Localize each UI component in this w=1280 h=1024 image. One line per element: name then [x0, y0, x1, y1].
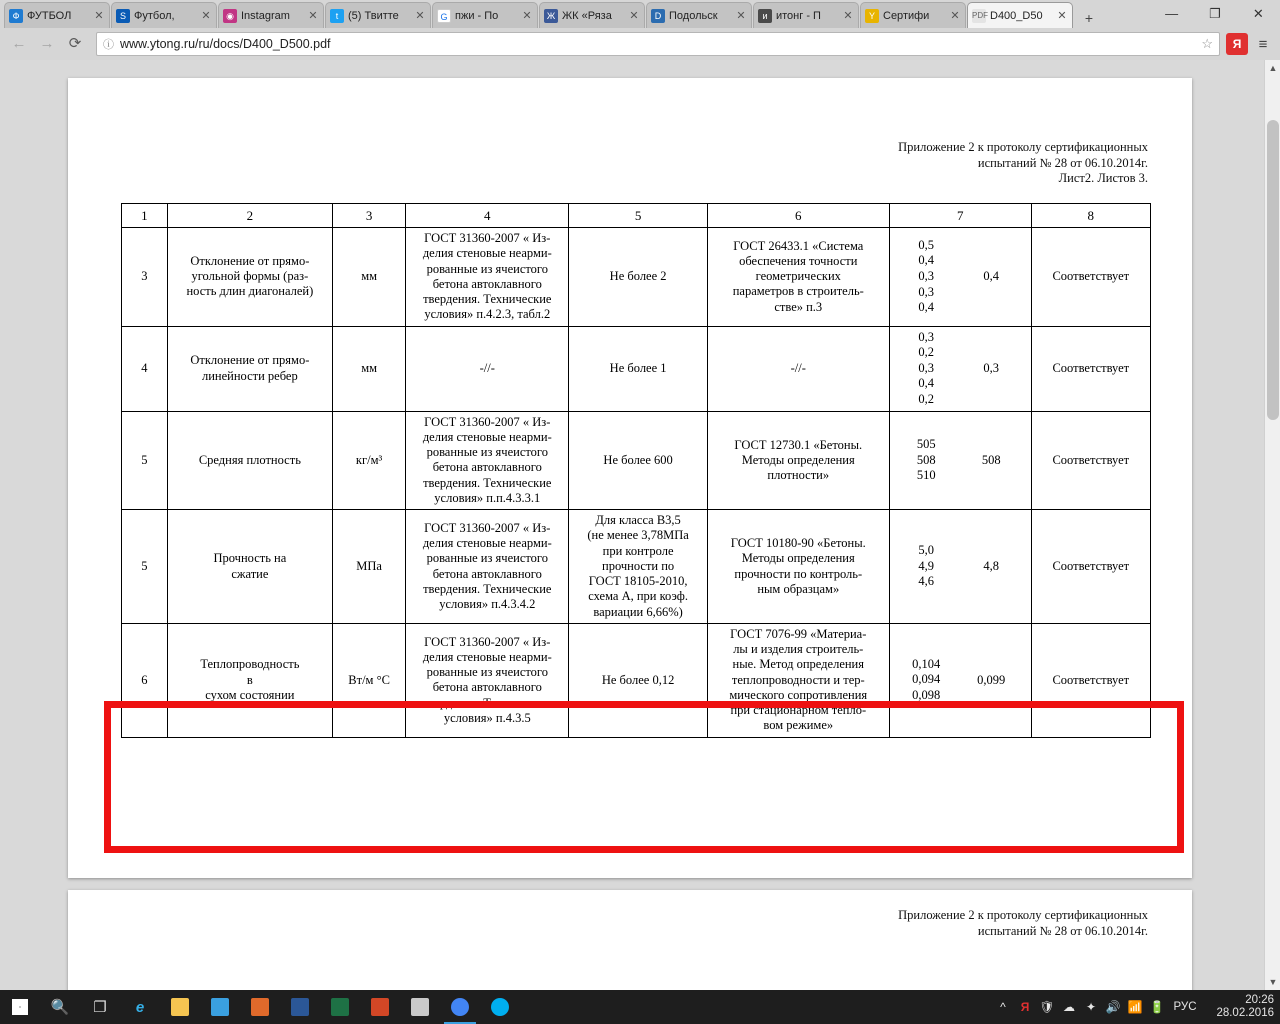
tab-close-icon[interactable]: ✕: [843, 10, 853, 22]
row-parameter-name: [167, 623, 332, 737]
text-line: сжатие: [231, 566, 269, 581]
text-line: -//-: [479, 360, 495, 375]
row-number: 3: [122, 228, 168, 327]
tab-close-icon[interactable]: ✕: [415, 10, 425, 22]
tab-favicon-icon: D: [651, 9, 665, 23]
row-requirement: [569, 228, 707, 327]
row-method: [707, 326, 889, 411]
row-standard: [406, 411, 569, 510]
text-line: Отклонение от прямо-: [190, 353, 310, 368]
scrollbar-thumb[interactable]: [1267, 120, 1279, 420]
browser-tab[interactable]: [646, 2, 752, 28]
text-line: твердения. Технические: [423, 292, 552, 306]
certification-table: [121, 203, 1151, 738]
tab-label: (5) Твитте: [348, 9, 399, 22]
tab-close-icon[interactable]: ✕: [201, 10, 211, 22]
taskbar-skype-icon[interactable]: [480, 990, 520, 1024]
tab-label: Футбол,: [134, 9, 175, 22]
text-line: прочности по: [602, 558, 675, 573]
row-number: 4: [122, 326, 168, 411]
browser-tab[interactable]: [539, 2, 645, 28]
text-line: лы и изделия строитель-: [733, 642, 864, 657]
text-line: рованные из ячеистого: [426, 665, 548, 679]
text-line: ГОСТ 7076-99 «Материа-: [730, 626, 867, 641]
row-parameter-name: [167, 228, 332, 327]
measured-values: [895, 238, 957, 316]
tab-favicon-icon: G: [437, 9, 451, 23]
language-indicator[interactable]: РУС: [1173, 1001, 1197, 1013]
network-icon[interactable]: 📶: [1127, 1000, 1143, 1014]
table-row: [122, 326, 1151, 411]
clock-time: 20:26: [1245, 993, 1274, 1006]
text-line: сухом состоянии: [205, 687, 295, 702]
forward-button[interactable]: →: [39, 35, 55, 52]
clock-date: 28.02.2016: [1216, 1007, 1274, 1019]
text-line: ным образцам»: [757, 581, 840, 596]
start-button[interactable]: [0, 990, 40, 1024]
tab-label: итонг - П: [776, 9, 821, 22]
text-line: твердения. Технические: [423, 581, 552, 596]
col-num-2: 2: [167, 204, 332, 228]
text-line: условия» п.4.2.3, табл.2: [424, 307, 551, 322]
text-line: делия стеновые неарми-: [422, 429, 552, 444]
text-line: в: [246, 672, 253, 687]
text-line: угольной формы (раз-: [191, 269, 309, 284]
tab-strip: [0, 0, 1280, 28]
scroll-down-arrow-icon[interactable]: ▼: [1265, 974, 1280, 990]
row-unit: мм: [333, 326, 406, 411]
row-measurements: [889, 623, 1031, 737]
text-line: условия» п.4.3.5: [443, 710, 531, 725]
value: 4,6: [918, 574, 935, 589]
value: 0,3: [918, 284, 935, 299]
col-num-6: 6: [707, 204, 889, 228]
text-line: условия» п.4.3.4.2: [439, 597, 536, 611]
browser-tab-active[interactable]: [967, 2, 1073, 28]
col-num-5: 5: [569, 204, 707, 228]
browser-tab[interactable]: [753, 2, 859, 28]
row-number: 6: [122, 623, 168, 737]
value: 505: [916, 436, 936, 451]
table-row: [122, 228, 1151, 327]
row-requirement: [569, 510, 707, 624]
measured-values: [895, 330, 957, 408]
text-line: при контроле: [602, 543, 674, 558]
value: 0,5: [918, 237, 935, 252]
url-text: www.ytong.ru/ru/docs/D400_D500.pdf: [120, 37, 331, 51]
text-line: (не менее 3,78МПа: [587, 528, 689, 543]
text-line: ГОСТ 12730.1 «Бетоны.: [734, 437, 863, 452]
value: 508: [916, 452, 936, 467]
value: 0,104: [912, 656, 941, 671]
text-line: мического сопротивления: [729, 687, 868, 702]
text-line: ность длин диагоналей): [186, 284, 314, 299]
tab-favicon-icon: Ж: [544, 9, 558, 23]
col-num-3: 3: [333, 204, 406, 228]
text-line: Методы определения: [741, 452, 855, 467]
address-bar[interactable]: [96, 32, 1220, 56]
text-line: линейности ребер: [202, 368, 298, 383]
text-line: Теплопроводность: [200, 657, 300, 672]
taskbar-task-view-icon[interactable]: ❐: [93, 999, 107, 1016]
document-header-next-page: [898, 908, 1148, 939]
value: 0,3: [918, 329, 935, 344]
maximize-button[interactable]: ❐: [1209, 6, 1221, 21]
close-window-button[interactable]: ✕: [1252, 6, 1264, 21]
text-line: делия стеновые неарми-: [422, 649, 552, 664]
bookmark-star-icon[interactable]: ☆: [1201, 36, 1213, 51]
taskbar-powerpoint-icon[interactable]: [360, 990, 400, 1024]
browser-toolbar: [0, 28, 1280, 60]
row-parameter-name: [167, 411, 332, 510]
browser-chrome: [0, 0, 1280, 60]
page-info-icon: ⓘ: [103, 39, 114, 51]
row-method: [707, 228, 889, 327]
browser-tab[interactable]: [111, 2, 217, 28]
text-line: обеспечения точности: [739, 253, 858, 268]
text-line: бетона автоклавного: [432, 680, 542, 695]
text-line: Прочность на: [213, 551, 287, 566]
text-line: Для класса В3,5: [595, 513, 681, 528]
taskbar-search-icon[interactable]: 🔍: [50, 999, 70, 1016]
row-parameter-name: [167, 326, 332, 411]
text-line: ГОСТ 10180-90 «Бетоны.: [730, 536, 866, 550]
row-standard: [406, 228, 569, 327]
header-line-2: испытаний № 28 от 06.10.2014г.: [977, 923, 1148, 938]
taskbar-media-player-icon[interactable]: [240, 990, 280, 1024]
text-line: рованные из ячеистого: [426, 261, 548, 276]
text-line: бетона автоклавного: [432, 566, 542, 581]
text-line: твердения. Технические: [423, 475, 552, 490]
tab-label: ФУТБОЛ: [27, 9, 72, 22]
value: 0,2: [918, 345, 935, 360]
row-unit: кг/м³: [333, 411, 406, 510]
table-row: [122, 510, 1151, 624]
taskbar-word-icon[interactable]: [280, 990, 320, 1024]
tab-close-icon[interactable]: ✕: [94, 10, 104, 22]
header-line-2: испытаний № 28 от 06.10.2014г.: [977, 155, 1148, 170]
text-line: рованные из ячеистого: [426, 551, 548, 566]
text-line: ГОСТ 31360-2007 « Из-: [424, 231, 551, 245]
col-num-4: 4: [406, 204, 569, 228]
onedrive-icon[interactable]: ☁: [1063, 1000, 1075, 1014]
value: 0,098: [912, 688, 941, 703]
browser-tab[interactable]: [860, 2, 966, 28]
tab-close-icon[interactable]: ✕: [522, 10, 532, 22]
tab-close-icon[interactable]: ✕: [950, 10, 960, 22]
average-value: 4,8: [983, 559, 1000, 573]
row-result: Соответствует: [1031, 411, 1150, 510]
average-value: 0,3: [983, 361, 1000, 376]
text-line: Не более 600: [603, 452, 673, 467]
value: 510: [916, 468, 936, 483]
col-num-8: 8: [1031, 204, 1150, 228]
row-unit: мм: [333, 228, 406, 327]
col-num-7: 7: [889, 204, 1031, 228]
text-line: делия стеновые неарми-: [422, 246, 552, 261]
browser-tab[interactable]: [325, 2, 431, 28]
measured-values: [895, 657, 957, 704]
header-line-1: Приложение 2 к протоколу сертификационных: [898, 140, 1148, 154]
text-line: теплопроводности и тер-: [731, 672, 865, 687]
pdf-page-2: [68, 78, 1192, 878]
text-line: вом режиме»: [763, 718, 834, 733]
row-requirement: [569, 411, 707, 510]
pdf-page-3: [68, 890, 1192, 990]
row-method: [707, 623, 889, 737]
reload-button[interactable]: ⟳: [68, 35, 82, 52]
tab-favicon-icon: ◉: [223, 9, 237, 23]
yandex-tray-icon[interactable]: Я: [1020, 1000, 1030, 1014]
browser-tab[interactable]: [4, 2, 110, 28]
tab-favicon-icon: Ф: [9, 9, 23, 23]
tab-favicon-icon: S: [116, 9, 130, 23]
yandex-extension-icon[interactable]: Я: [1226, 33, 1248, 55]
browser-menu-icon[interactable]: ≡: [1258, 35, 1268, 53]
row-requirement: [569, 623, 707, 737]
text-line: при стационарном тепло-: [730, 703, 867, 718]
tab-close-icon[interactable]: ✕: [736, 10, 746, 22]
tab-favicon-icon: t: [330, 9, 344, 23]
taskbar-edge-icon[interactable]: e: [135, 998, 145, 1016]
text-line: бетона автоклавного: [432, 276, 542, 291]
value: 0,3: [918, 268, 935, 283]
row-measurements: [889, 411, 1031, 510]
col-num-1: 1: [122, 204, 168, 228]
value: 0,2: [918, 392, 935, 406]
row-parameter-name: [167, 510, 332, 624]
tab-label: пжи - По: [455, 9, 499, 22]
tab-label: Подольск: [669, 9, 718, 22]
measured-values: [895, 437, 957, 484]
text-line: ГОСТ 26433.1 «Система: [733, 238, 864, 253]
row-standard: [406, 510, 569, 624]
text-line: условия» п.п.4.3.3.1: [434, 490, 541, 505]
row-measurements: [889, 326, 1031, 411]
taskbar-file-explorer-icon[interactable]: [160, 990, 200, 1024]
taskbar-clock[interactable]: [1202, 994, 1274, 1020]
row-standard: [406, 326, 569, 411]
text-line: Не более 2: [609, 269, 667, 284]
text-line: Средняя плотность: [198, 452, 301, 467]
row-result: Соответствует: [1031, 326, 1150, 411]
text-line: ные. Метод определения: [732, 657, 864, 672]
battery-icon[interactable]: 🔋: [1149, 1000, 1165, 1014]
taskbar-calculator-icon[interactable]: [400, 990, 440, 1024]
table-row-highlighted: [122, 623, 1151, 737]
system-tray: [992, 994, 1280, 1020]
browser-tab[interactable]: [218, 2, 324, 28]
row-number: 5: [122, 411, 168, 510]
text-line: ГОСТ 31360-2007 « Из-: [424, 520, 551, 535]
tab-close-icon[interactable]: ✕: [1057, 10, 1067, 22]
average-value: 508: [981, 452, 1001, 467]
tab-close-icon[interactable]: ✕: [308, 10, 318, 22]
row-measurements: [889, 510, 1031, 624]
row-number: 5: [122, 510, 168, 624]
browser-tab[interactable]: [432, 2, 538, 28]
text-line: геометрических: [755, 269, 841, 284]
tab-favicon-icon: PDF: [972, 9, 986, 23]
table-row: [122, 411, 1151, 510]
row-unit: Вт/м °С: [333, 623, 406, 737]
text-line: Не более 0,12: [601, 672, 675, 687]
header-line-3: Лист2. Листов 3.: [1058, 171, 1148, 186]
tab-label: ЖК «Ряза: [562, 9, 612, 22]
value: 4,9: [918, 558, 935, 573]
text-line: плотности»: [767, 468, 830, 482]
row-result: Соответствует: [1031, 228, 1150, 327]
document-header: [898, 140, 1148, 187]
value: 0,4: [918, 300, 935, 315]
show-hidden-icons-icon[interactable]: ^: [1000, 1000, 1006, 1014]
text-line: прочности по контроль-: [734, 566, 863, 581]
text-line: Не более 1: [609, 360, 667, 375]
minimize-button[interactable]: —: [1165, 6, 1179, 21]
row-standard: [406, 623, 569, 737]
tab-label: Сертифи: [883, 9, 930, 22]
window-controls: [1150, 0, 1280, 28]
text-line: Методы определения: [741, 551, 855, 566]
row-method: [707, 510, 889, 624]
value: 0,3: [918, 360, 935, 375]
vertical-scrollbar[interactable]: [1264, 60, 1280, 990]
row-unit: МПа: [333, 510, 406, 624]
taskbar-store-icon[interactable]: [200, 990, 240, 1024]
taskbar-excel-icon[interactable]: [320, 990, 360, 1024]
text-line: -//-: [790, 360, 806, 375]
value: 5,0: [918, 543, 935, 558]
tab-label: Instagram: [241, 9, 290, 22]
tab-favicon-icon: Y: [865, 9, 879, 23]
windows-taskbar: [0, 990, 1280, 1024]
header-line-1: Приложение 2 к протоколу сертификационных: [898, 908, 1148, 922]
value: 0,4: [918, 376, 935, 391]
taskbar-chrome-icon[interactable]: [440, 990, 480, 1024]
volume-icon[interactable]: 🔊: [1105, 1000, 1121, 1014]
windows-logo-icon: [12, 999, 28, 1015]
value: 0,094: [912, 672, 941, 687]
text-line: параметров в строитель-: [732, 284, 864, 299]
shield-icon[interactable]: 🛡: [1039, 1000, 1055, 1014]
average-value: 0,099: [977, 672, 1006, 687]
row-result: Соответствует: [1031, 623, 1150, 737]
value: 0,4: [918, 253, 935, 268]
text-line: твердения. Технические: [423, 695, 552, 710]
text-line: Отклонение от прямо-: [190, 253, 310, 268]
text-line: рованные из ячеистого: [426, 445, 548, 460]
text-line: схема А, при коэф.: [588, 589, 688, 604]
tab-label: D400_D50: [990, 9, 1043, 22]
row-measurements: [889, 228, 1031, 327]
pdf-viewport[interactable]: [0, 60, 1280, 990]
tab-favicon-icon: и: [758, 9, 772, 23]
text-line: ГОСТ 31360-2007 « Из-: [424, 634, 551, 649]
bluetooth-icon[interactable]: ✦: [1085, 1000, 1097, 1014]
measured-values: [895, 543, 957, 590]
tab-close-icon[interactable]: ✕: [629, 10, 639, 22]
row-result: Соответствует: [1031, 510, 1150, 624]
text-line: делия стеновые неарми-: [422, 536, 552, 550]
text-line: бетона автоклавного: [432, 460, 542, 475]
table-column-number-row: [122, 204, 1151, 228]
text-line: стве» п.3: [774, 299, 823, 314]
scroll-up-arrow-icon[interactable]: ▲: [1265, 60, 1280, 76]
row-method: [707, 411, 889, 510]
text-line: ГОСТ 18105-2010,: [588, 574, 688, 589]
text-line: ГОСТ 31360-2007 « Из-: [424, 414, 551, 429]
row-requirement: [569, 326, 707, 411]
text-line: вариации 6,66%): [593, 604, 683, 619]
average-value: 0,4: [983, 269, 1000, 284]
new-tab-button[interactable]: +: [1084, 10, 1094, 26]
back-button[interactable]: ←: [11, 35, 27, 52]
